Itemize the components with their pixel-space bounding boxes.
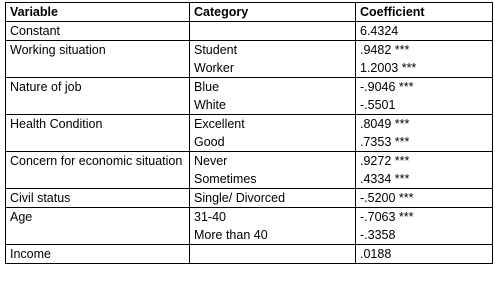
category-cell [190, 208, 356, 245]
category-value: Sometimes [194, 172, 257, 186]
coefficient-cell [356, 208, 493, 245]
category-value: Never [194, 154, 228, 168]
header-coefficient: Coefficient [356, 3, 493, 22]
category-cell [190, 152, 356, 189]
category-value: Blue [194, 80, 220, 94]
category-value: 31-40 [194, 210, 226, 224]
table-row [6, 245, 493, 264]
coefficient-value: 6.4324 [360, 24, 399, 38]
table-row [6, 115, 493, 152]
table-row [6, 208, 493, 245]
variable-cell: Age [6, 208, 190, 245]
coefficient-value: -.7063 *** [360, 210, 414, 224]
coefficient-value: -.3358 [360, 228, 396, 242]
category-value: Student [194, 43, 238, 57]
coefficient-cell [356, 22, 493, 41]
table-row [6, 189, 493, 208]
variable-cell: Health Condition [6, 115, 190, 152]
table-row [6, 78, 493, 115]
category-cell [190, 22, 356, 41]
table-row [6, 41, 493, 78]
table-body [6, 22, 493, 264]
coefficient-value: -.5501 [360, 98, 396, 112]
coefficient-value: .9482 *** [360, 43, 410, 57]
category-value: Good [194, 135, 225, 149]
coefficient-value: .9272 *** [360, 154, 410, 168]
coefficient-value: .8049 *** [360, 117, 410, 131]
coefficient-cell [356, 78, 493, 115]
category-value [194, 22, 351, 40]
header-variable: Variable [6, 3, 190, 22]
category-value [194, 245, 351, 263]
category-cell [190, 115, 356, 152]
header-row [6, 3, 493, 22]
category-value: Excellent [194, 117, 245, 131]
category-cell [190, 245, 356, 264]
table-row [6, 22, 493, 41]
coefficient-cell [356, 152, 493, 189]
coefficient-cell [356, 189, 493, 208]
variable-cell: Concern for economic situation [6, 152, 190, 189]
variable-cell: Nature of job [6, 78, 190, 115]
category-value: More than 40 [194, 228, 268, 242]
coefficient-table [5, 2, 493, 264]
header-category: Category [190, 3, 356, 22]
coefficient-value: -.5200 *** [360, 191, 414, 205]
coefficient-cell [356, 41, 493, 78]
category-value: White [194, 98, 226, 112]
coefficient-value: .0188 [360, 247, 392, 261]
category-cell [190, 189, 356, 208]
category-cell [190, 41, 356, 78]
category-cell [190, 78, 356, 115]
coefficient-cell [356, 245, 493, 264]
coefficient-value: -.9046 *** [360, 80, 414, 94]
table-row [6, 152, 493, 189]
variable-cell: Working situation [6, 41, 190, 78]
category-value: Single/ Divorced [194, 191, 286, 205]
coefficient-value: .4334 *** [360, 172, 410, 186]
coefficient-cell [356, 115, 493, 152]
coefficient-value: .7353 *** [360, 135, 410, 149]
variable-cell: Civil status [6, 189, 190, 208]
variable-cell: Income [6, 245, 190, 264]
variable-cell: Constant [6, 22, 190, 41]
coefficient-value: 1.2003 *** [360, 61, 417, 75]
category-value: Worker [194, 61, 235, 75]
